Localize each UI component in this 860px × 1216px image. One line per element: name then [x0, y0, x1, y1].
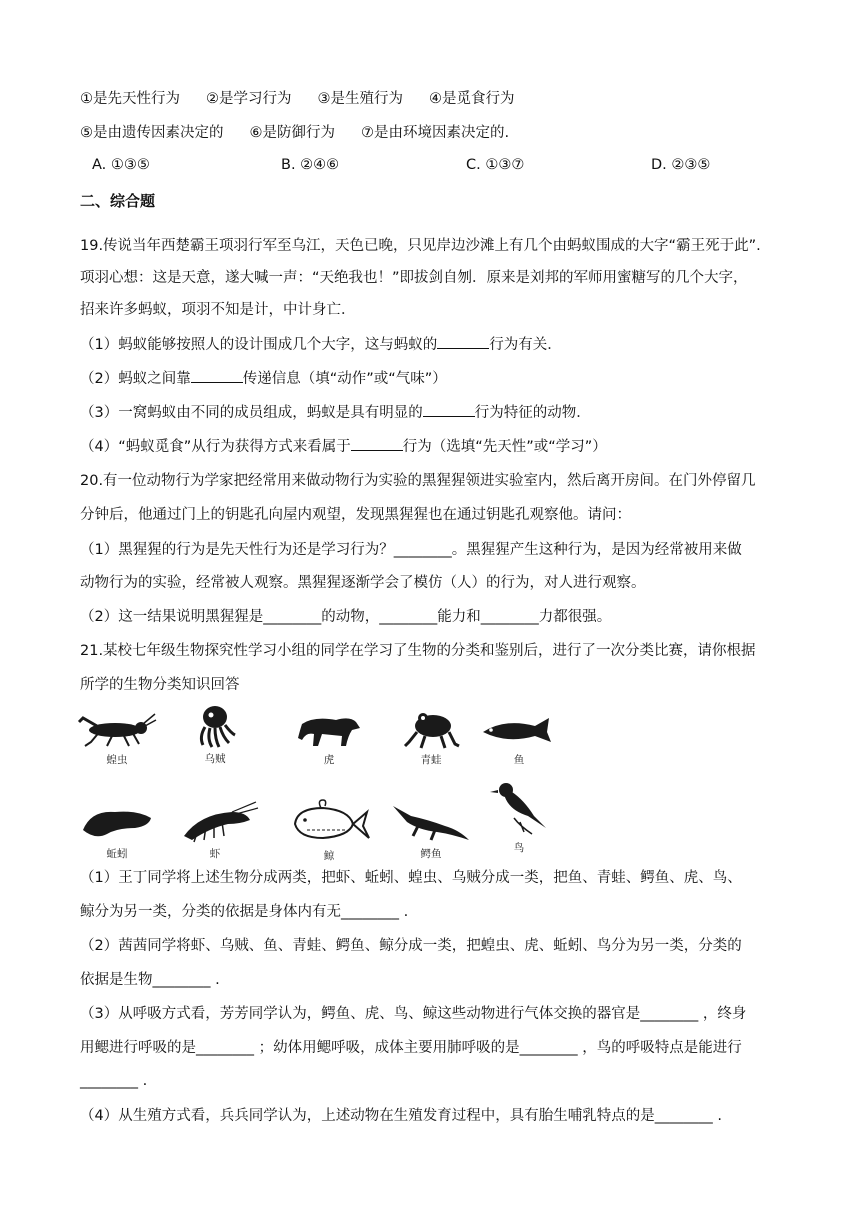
- q19-sub-1: [80, 334, 800, 355]
- q20-sub-2: （2）这一结果说明黑猩猩是________的动物，________能力和________力都很强。: [80, 609, 612, 625]
- q19-blank-3[interactable]: [423, 402, 475, 417]
- animal-earthworm: [72, 800, 162, 861]
- q21-sub-3-line-2: 用鳃进行呼吸的是________ ；幼体用鳃呼吸，成体主要用肺呼吸的是________ ，鸟的呼吸特点是能进行: [80, 1040, 742, 1056]
- q19-sub-2: [80, 368, 800, 389]
- q19-blank-2[interactable]: [191, 368, 243, 383]
- q19-sub-3-text-a: （3）一窝蚂蚁由不同的成员组成，蚂蚁是具有明显的: [80, 405, 423, 421]
- q19-sub-3: [80, 402, 800, 423]
- animal-crocodile: [386, 800, 476, 861]
- option-3: ③是生殖行为: [317, 91, 403, 107]
- q19-intro-1: 19.传说当年西楚霸王项羽行军至乌江，天色已晚，只见岸边沙滩上有几个由蚂蚁围成的大字“霸王死于此”.: [80, 238, 761, 254]
- option-1: ①是先天性行为: [80, 91, 180, 107]
- q20-sub-1-line-1: （1）黑猩猩的行为是先天性行为还是学习行为？________。黑猩猩产生这种行为，是因为经常被用来做: [80, 542, 742, 558]
- q19-sub-2-text-a: （2）蚂蚁之间靠: [80, 371, 191, 387]
- option-6: ⑥是防御行为: [249, 125, 335, 141]
- q19-sub-3-text-b: 行为特征的动物．: [474, 405, 591, 421]
- caption-bird: 鸟: [513, 842, 525, 854]
- q19-blank-1[interactable]: [437, 334, 489, 349]
- shrimp-icon: [170, 800, 260, 844]
- choice-b[interactable]: B. ②④⑥: [281, 157, 340, 173]
- q19-sub-4-text-b: 行为（选填“先天性”或“学习”）: [402, 439, 607, 455]
- option-5: ⑤是由遗传因素决定的: [80, 125, 224, 141]
- choice-a[interactable]: A. ①③⑤: [92, 157, 150, 173]
- bird-icon: [484, 776, 554, 838]
- caption-fish: 鱼: [513, 754, 525, 766]
- whale-icon: [287, 798, 371, 846]
- q21-sub-1-line-1: （1）王丁同学将上述生物分成两类，把虾、蚯蚓、蝗虫、乌贼分成一类，把鱼、青蛙、鳄鱼、虎、鸟、: [80, 870, 742, 886]
- crocodile-icon: [389, 800, 473, 844]
- q19-intro-2: 项羽心想：这是天意，遂大喊一声：“天绝我也！”即拔剑自刎．原来是刘邦的军师用蜜糖写的几个大字，: [80, 270, 748, 286]
- animal-fish: [474, 710, 564, 767]
- animal-tiger: [284, 710, 374, 767]
- q21-sub-3-line-3: ________ .: [80, 1073, 148, 1089]
- choice-c[interactable]: C. ①③⑦: [466, 157, 525, 173]
- fish-icon: [477, 710, 561, 750]
- q19-sub-4-text-a: （4）“蚂蚁觅食”从行为获得方式来看属于: [80, 439, 351, 455]
- q19-sub-4: [80, 436, 800, 457]
- caption-whale: 鲸: [323, 850, 335, 862]
- options-line-1: [80, 89, 800, 109]
- locust-icon: [77, 708, 157, 750]
- q21-sub-1-line-2: 鲸分为另一类，分类的依据是身体内有无________ .: [80, 904, 409, 920]
- caption-crocodile: 鳄鱼: [420, 848, 442, 860]
- option-7: ⑦是由环境因素决定的.: [361, 125, 510, 141]
- animal-locust: [72, 708, 162, 767]
- animal-bird: [474, 776, 564, 855]
- q19-intro-3: 招来许多蚂蚁，项羽不知是计，中计身亡．: [80, 302, 356, 318]
- animal-whale: [284, 798, 374, 863]
- options-line-2: [80, 123, 800, 143]
- caption-frog: 青蛙: [420, 754, 442, 766]
- animal-shrimp: [170, 800, 260, 861]
- q19-sub-1-text-a: （1）蚂蚁能够按照人的设计围成几个大字，这与蚂蚁的: [80, 337, 438, 353]
- section-heading: 二、综合题: [80, 192, 156, 210]
- animal-frog: [386, 710, 476, 767]
- q19-sub-1-text-b: 行为有关．: [489, 337, 562, 353]
- animal-squid: [170, 703, 260, 766]
- q20-intro-2: 分钟后，他通过门上的钥匙孔向屋内观望，发现黑猩猩也在通过钥匙孔观察他。请问：: [80, 507, 631, 523]
- frog-icon: [401, 710, 461, 750]
- q21-intro-2: 所学的生物分类知识回答: [80, 677, 240, 693]
- tiger-icon: [294, 710, 364, 750]
- option-4: ④是觅食行为: [429, 91, 515, 107]
- caption-earthworm: 蚯蚓: [106, 848, 128, 860]
- q21-sub-4: （4）从生殖方式看，兵兵同学认为，上述动物在生殖发育过程中，具有胎生哺乳特点的是________ .: [80, 1108, 722, 1124]
- option-2: ②是学习行为: [206, 91, 292, 107]
- caption-shrimp: 虾: [209, 848, 221, 860]
- caption-squid: 乌贼: [204, 753, 226, 765]
- q21-sub-2-line-1: （2）茜茜同学将虾、乌贼、鱼、青蛙、鳄鱼、鲸分成一类，把蝗虫、虎、蚯蚓、鸟分为另一类，分类的: [80, 938, 742, 954]
- q20-sub-1-line-2: 动物行为的实验，经常被人观察。黑猩猩逐渐学会了模仿（人）的行为，对人进行观察。: [80, 575, 646, 591]
- squid-icon: [185, 703, 245, 749]
- caption-tiger: 虎: [323, 754, 335, 766]
- q19-blank-4[interactable]: [351, 436, 403, 451]
- earthworm-icon: [77, 800, 157, 844]
- q20-intro-1: 20.有一位动物行为学家把经常用来做动物行为实验的黑猩猩领进实验室内，然后离开房间。在门外停留几: [80, 473, 756, 489]
- caption-locust: 蝗虫: [106, 754, 128, 766]
- q19-sub-2-text-b: 传递信息（填“动作”或“气味”）: [242, 371, 447, 387]
- choice-d[interactable]: D. ②③⑤: [651, 157, 711, 173]
- q21-intro-1: 21.某校七年级生物探究性学习小组的同学在学习了生物的分类和鉴别后，进行了一次分类比赛，请你根据: [80, 643, 756, 659]
- q21-sub-2-line-2: 依据是生物________ .: [80, 972, 220, 988]
- q21-sub-3-line-1: （3）从呼吸方式看，芳芳同学认为，鳄鱼、虎、鸟、鲸这些动物进行气体交换的器官是________ ，终身: [80, 1006, 747, 1022]
